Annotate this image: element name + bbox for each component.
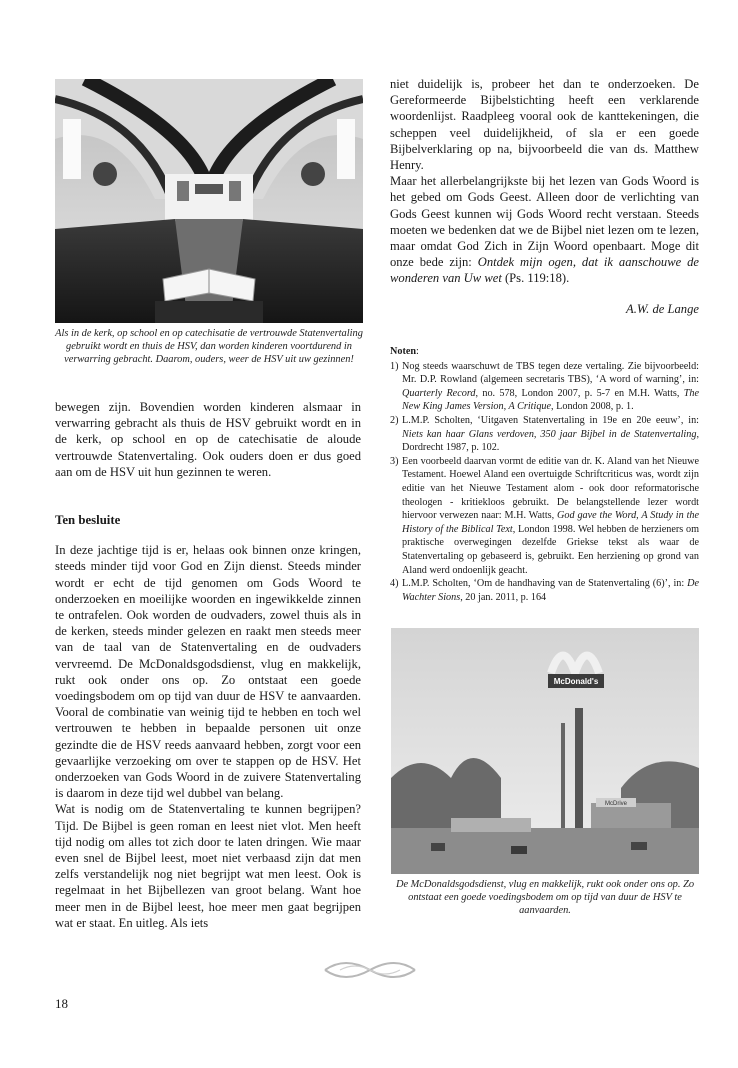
note-item: 2) L.M.P. Scholten, ‘Uitgaven Statenvertaling in 19e en 20e eeuw’, in: Niets kan haar Glans verdoven, 350 jaar Bijbel in de Statenvertaling, Dordrecht 1987, p. 102. <box>390 414 699 454</box>
church-photo-caption: Als in de kerk, op school en op catechisatie de vertrouwde Statenvertaling gebruikt wordt en thuis de HSV, dan worden kinderen voortdurend in verwarring gebracht. Daarom, ouders, weer de HSV uit uw gezinnen! <box>55 328 363 366</box>
church-interior-photo <box>55 79 363 323</box>
psalm-quote: Ontdek mijn ogen, dat ik aanschouwe de wonderen van Uw wet <box>390 255 700 286</box>
left-column <box>55 399 361 931</box>
church-interior-illustration <box>55 79 363 323</box>
page-number: 18 <box>55 996 68 1011</box>
notes-section <box>390 345 699 604</box>
decorative-ornament <box>315 952 425 988</box>
flourish-icon <box>315 952 425 988</box>
mcdrive-sign-text: McDrive <box>605 801 627 807</box>
section-heading: Ten besluite <box>55 513 121 528</box>
psalm-reference: (Ps. 119:18). <box>504 271 570 286</box>
author-signature: A.W. de Lange <box>626 302 699 316</box>
right-column <box>390 76 699 287</box>
right-paragraph-2 <box>390 173 699 286</box>
mcdonalds-photo <box>391 628 699 874</box>
notes-title: Noten: <box>390 346 419 357</box>
notes-list <box>390 360 699 605</box>
note-item: 4) L.M.P. Scholten, ‘Om de handhaving van de Statenvertaling (6)’, in: De Wachter Sions, 20 jan. 2011, p. 164 <box>390 578 699 603</box>
right-paragraph-1: niet duidelijk is, probeer het dan te onderzoeken. De Gereformeerde Bijbelstichting heeft een verklarende woordenlijst. Raadpleeg vooral ook de kanttekeningen, die scheppen veel duidelijkheid, of sla er een goede Bijbelverklaring op na, bijvoorbeeld die van ds. Matthew Henry. <box>390 77 699 173</box>
note-item: 1) Nog steeds waarschuwt de TBS tegen deze vertaling. Zie bijvoorbeeld: Mr. D.P. Rowland (algemeen secretaris TBS), ‘A word of warning’, in: Quarterly Record, no. 578, London 2007, p. 5-7 en M.H. Watts, The New King James Version, A Critique, London 2008, p. 1. <box>390 360 700 413</box>
mcdonalds-illustration <box>391 628 699 874</box>
right-paragraph-2-start: Maar het allerbelangrijkste bij het lezen van Gods Woord is het gebed om Gods Geest. Alleen door de verlichting van Gods Geest kunnen wij Gods Woord recht verstaan. Steeds moeten we bedenken dat we de Bijbel niet lezen om te lezen, maar omdat God Zich in Zijn Woord openbaart. Moge dit onze bede zijn: <box>390 174 699 270</box>
left-paragraph-3: Wat is nodig om de Statenvertaling te kunnen begrijpen? Tijd. De Bijbel is geen roman en leest niet vlot. Men heeft tijd nodig om alles tot zich door te laten dringen. Wie maar even snel de Bijbel leest, moet niet verbaasd zijn dat men zelfs verstandelijk nog niet begrijpt wat men leest. Ook is regelmaat in het Bijbellezen van groot belang. Want hoe meer men in de Bijbel leest, hoe meer men gaat begrijpen wat er staat. En uitleg. Als iets <box>55 802 361 930</box>
left-paragraph-1: bewegen zijn. Bovendien worden kinderen alsmaar in verwarring gebracht als thuis de HSV gebruikt wordt en in de kerk, op school en op de catechisatie de aloude vertrouwde Statenvertaling. Ook ouders doen er dus goed aan om de HSV uit hun gezinnen te weren. <box>55 400 361 479</box>
mcdonalds-sign-text: McDonald's <box>553 677 599 686</box>
mcdonalds-photo-caption: De McDonaldsgodsdienst, vlug en makkelijk, rukt ook onder ons op. Zo ontstaat een goede voedingsbodem om op tijd van duur de HSV te aanvaarden. <box>395 879 695 917</box>
left-paragraph-2: In deze jachtige tijd is er, helaas ook binnen onze kringen, steeds minder tijd voor God en Zijn dienst. Steeds minder wordt er echt de tijd genomen om Gods Woord te onderzoeken en moeilijke woorden en ingewikkelde zinnen te ontrafelen. Ook worden de oudvaders, zowel thuis als in de kerken, steeds minder gelezen en raakt men steeds meer van de taal van de Statenvertaling en de oudvaders vervreemd. De McDonaldsgodsdienst, vlug en makkelijk, rukt ook onder ons op. Zo ontstaat een goede voedingsbodem om op tijd van duur de HSV te aanvaarden. Vooral de combinatie van weinig tijd te hebben en toch wel vertrouwen te hebben in bepaalde personen uit onze gezindte die de HSV reeds aanvaard hebben, zorgt voor een gevaarlijke verzoeking om over te stappen op de HSV. Het onderzoeken van Gods Woord in de zuivere Statenvertaling is daarom in deze tijd wel dubbel van belang. <box>55 543 361 801</box>
note-item: 3) Een voorbeeld daarvan vormt de editie van dr. K. Aland van het Nieuwe Testament. Hoewel Aland een overtuigde Schriftcriticus was, wordt zijn editie van het Nieuwe Testament alom - ook door reformatorische theologen - kritiekloos gebruikt. De belangstellende lezer wordt hiervoor verwezen naar: M.H. Watts, God gave the Word, A Study in the History of the Biblical Text, London 1998. Wel hebben de herzieners om praktische overwegingen dezelfde Griekse tekst als waar de Statenvertaling op gebaseerd is, gebruikt. Een herziening op grond van Aland werd ondoenlijk geacht. <box>390 455 700 576</box>
